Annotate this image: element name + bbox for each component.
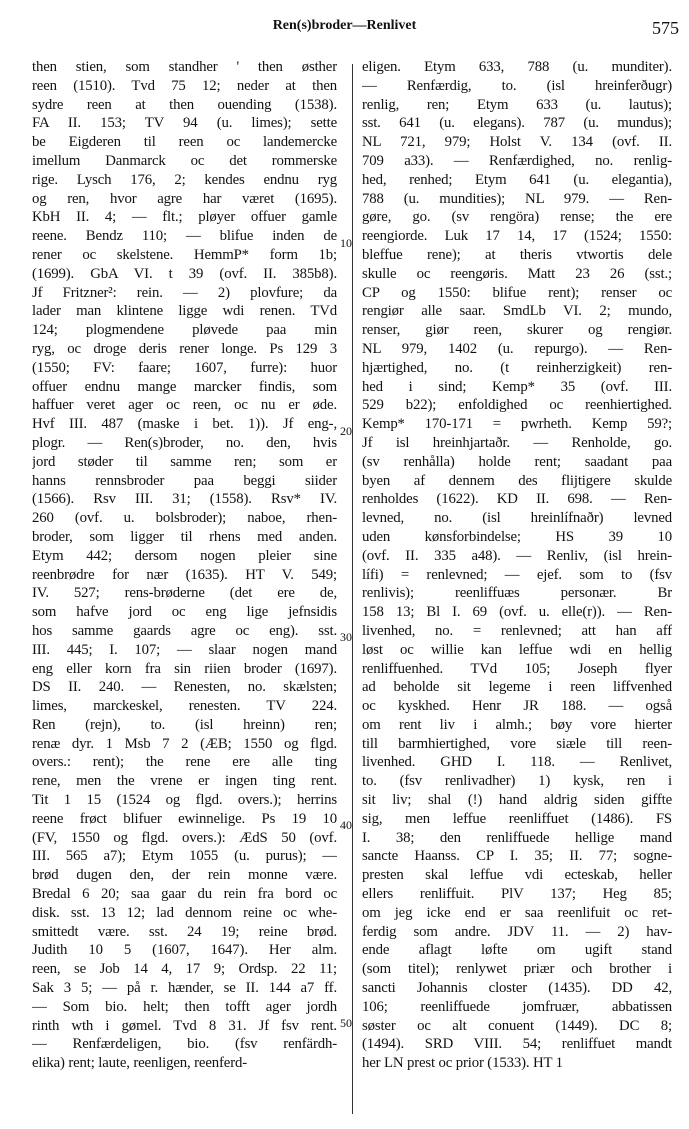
text-line: ryg, oc droge deris rener longe. Ps 129 3 bbox=[32, 340, 337, 357]
text-line: uden kønsforbindelse; HS 39 10 bbox=[362, 528, 672, 545]
text-line: (ovf. II. 335 a48). — Renliv, (isl hrein- bbox=[362, 547, 672, 564]
text-line: (1550; FV: faare; 1607, furre): huor bbox=[32, 359, 337, 376]
text-line: rige. Lysch 176, 2; kendes endnu ryg bbox=[32, 171, 337, 188]
text-line: lader man klintene ligge wdi renen. TVd bbox=[32, 303, 337, 320]
text-line: 124; plogmendene pløvede paa min bbox=[32, 322, 337, 339]
text-line: reene frøct blifuer ewinnelige. Ps 19 10 bbox=[32, 810, 337, 827]
text-line: Etym 442; dersom nogen pleier sine bbox=[32, 547, 337, 564]
text-line: renæ dyr. 1 Msb 7 2 (ÆB; 1550 og flgd. bbox=[32, 735, 337, 752]
text-line: I. 38; den renliffuede hellige mand bbox=[362, 829, 672, 846]
text-line: rengiør alle saar. SmdLb VI. 2; mundo, bbox=[362, 303, 672, 320]
text-line: gøre, go. (sv rengöra) rense; the ere bbox=[362, 209, 672, 226]
line-number: 20 bbox=[340, 424, 352, 438]
text-line: hed, renhed; Etym 641 (u. elegantia), bbox=[362, 171, 672, 188]
text-line: FA II. 153; TV 94 (u. limes); sette bbox=[32, 115, 337, 132]
text-line: sst. 641 (u. elegans). 787 (u. mundus); bbox=[362, 115, 672, 132]
text-line: ellers renliffuit. PlV 137; Heg 85; bbox=[362, 886, 672, 903]
text-line: 106; reenliffuede jomfruær, abbatissen bbox=[362, 998, 672, 1015]
text-line: ad beholde sit legeme i reen liffvenhed bbox=[362, 679, 672, 696]
page-header bbox=[0, 18, 689, 42]
column-divider bbox=[352, 64, 353, 1114]
text-line: plogr. — Ren(s)broder, no. den, hvis bbox=[32, 434, 337, 451]
text-line: NL 721, 979; Holst V. 134 (ovf. II. bbox=[362, 134, 672, 151]
text-line: søster oc alt conuent (1449). DC 8; bbox=[362, 1017, 672, 1034]
text-line: eng eller korn fra sin riien broder (1697). bbox=[32, 660, 337, 677]
text-line: reen (1510). Tvd 75 12; neder at then bbox=[32, 77, 337, 94]
text-line: skulle oc reengøris. Matt 23 26 (sst.; bbox=[362, 265, 672, 282]
text-line: renholdes (1622). KD II. 698. — Ren- bbox=[362, 491, 672, 508]
text-line: om jeg icke end er saa reenlifuit oc ret- bbox=[362, 904, 672, 921]
text-line: reengiorde. Luk 17 14, 17 (1524; 1550: bbox=[362, 228, 672, 245]
text-line: elika) rent; laute, reenligen, reenferd- bbox=[32, 1055, 248, 1072]
text-line: løst oc willie kan leffue wdi en hellig bbox=[362, 641, 672, 658]
text-line: — Renfærdig, to. (isl hreinferðugr) bbox=[362, 77, 672, 94]
text-line: 788 (u. mundities); NL 979. — Ren- bbox=[362, 190, 672, 207]
text-line: renlig, ren; Etym 633 (u. lautus); bbox=[362, 96, 672, 113]
text-line: brød dugen den, der rein monne være. bbox=[32, 867, 337, 884]
text-line: rener oc skelstene. HemmP* form 1b; bbox=[32, 246, 337, 263]
text-line: sancte Haanss. CP I. 35; II. 77; sogne- bbox=[362, 848, 672, 865]
text-line: eligen. Etym 633, 788 (u. munditer). bbox=[362, 59, 672, 75]
text-line: Sak 3 5; — på r. hænder, se II. 144 a7 ff. bbox=[32, 980, 337, 997]
text-line: renser, giør reen, skurer og rengiør. bbox=[362, 322, 672, 339]
text-line: KbH II. 4; — flt.; pløyer offuer gamle bbox=[32, 209, 337, 226]
text-line: IV. 527; rens-brøderne (det ere de, bbox=[32, 585, 337, 602]
text-line: jord støder til samme ren; som er bbox=[32, 453, 337, 470]
text-line: reen, se Job 14 4, 17 9; Ordsp. 22 11; bbox=[32, 961, 337, 978]
text-line: bleffue rene); at theris vtwortis dele bbox=[362, 246, 672, 263]
text-line: livenhed. GHD I. 118. — Renlivet, bbox=[362, 754, 672, 771]
text-line: renliffuenhed. TVd 105; Joseph flyer bbox=[362, 660, 672, 677]
text-line: rene, men the vrene er ingen ting rent. bbox=[32, 773, 337, 790]
text-line: overs.: rent); the rene ere alle ting bbox=[32, 754, 337, 771]
line-number: 50 bbox=[340, 1016, 352, 1030]
text-line: offuer endnu mange marcker findis, som bbox=[32, 378, 337, 395]
line-number: 30 bbox=[340, 630, 352, 644]
text-line: (FV, 1550 og flgd. overs.): ÆdS 50 (ovf. bbox=[32, 829, 337, 846]
text-line: sig, men leffue reenliffuet (1486). FS bbox=[362, 810, 672, 827]
text-line: CP og 1550: blifue rent); renser oc bbox=[362, 284, 672, 301]
text-line: Ren (rejn), to. (isl hreinn) ren; bbox=[32, 716, 337, 733]
text-line: imellum Danmarck oc det rommerske bbox=[32, 152, 337, 169]
text-line: hed i sind; Kemp* 35 (ovf. III. bbox=[362, 378, 672, 395]
text-line: lífi) = renlevned; — ejef. som to (fsv bbox=[362, 566, 672, 583]
text-line: sydre reen at then ouending (1538). bbox=[32, 96, 337, 113]
text-line: Jf Fritzner²: rein. — 2) plovfure; da bbox=[32, 284, 337, 301]
text-line: 529 b22); enfoldighed oc reenhiertighed. bbox=[362, 397, 672, 414]
text-line: 709 a33). — Renfærdighed, no. renlig- bbox=[362, 152, 672, 169]
text-line: 260 (ovf. u. bolsbroder); naboe, rhen- bbox=[32, 510, 337, 527]
text-line: sancti Johannis closter (1435). DD 42, bbox=[362, 980, 672, 997]
text-line: then stien, som standher ' then østher bbox=[32, 59, 337, 75]
text-line: ferdig som andre. JDV 11. — 2) hav- bbox=[362, 923, 672, 940]
line-number: 10 bbox=[340, 236, 352, 250]
text-line: byen af dennem des flijtigere skulde bbox=[362, 472, 672, 489]
text-line: presten skal leffue vdi ecteskab, heller bbox=[362, 867, 672, 884]
text-line: ende aflagt løfte om ugift stand bbox=[362, 942, 672, 959]
text-line: her LN prest oc prior (1533). HT 1 bbox=[362, 1055, 563, 1072]
text-line: disk. sst. 13 12; lad dennom reine oc whe- bbox=[32, 904, 337, 921]
text-line: smittedt være. sst. 24 19; reine brød. bbox=[32, 923, 337, 940]
text-line: (1566). Rsv III. 31; (1558). Rsv* IV. bbox=[32, 491, 337, 508]
text-line: om rent liv i almh.; bøy vore hierter bbox=[362, 716, 672, 733]
text-line: broder, som ligger til rhens med anden. bbox=[32, 528, 337, 545]
text-line: 158 13; Bl I. 69 (ovf. u. elle(r)). — Ren- bbox=[362, 604, 672, 621]
text-line: Jf isl hreinhjartaðr. — Renholde, go. bbox=[362, 434, 672, 451]
text-line: Kemp* 170-171 = pwrheth. Kemp 59?; bbox=[362, 416, 672, 433]
text-line: Tit 1 15 (1524 og flgd. overs.); herrins bbox=[32, 792, 337, 809]
text-line: — Renfærdeligen, bio. (fsv renfärdh- bbox=[32, 1036, 337, 1053]
text-line: NL 979, 1402 (u. repurgo). — Ren- bbox=[362, 340, 672, 357]
text-line: livenhed, no. = renlevned; att han aff bbox=[362, 622, 672, 639]
right-column bbox=[362, 58, 672, 1073]
text-line: be Eigderen til reen oc landemercke bbox=[32, 134, 337, 151]
text-line: till barmhiertighed, vore siæle till reen- bbox=[362, 735, 672, 752]
text-line: (sv renhålla) holde rent; saadant paa bbox=[362, 453, 672, 470]
line-number: 40 bbox=[340, 818, 352, 832]
text-line: to. (fsv renlivadher) 1) kysk, ren i bbox=[362, 773, 672, 790]
text-line: rinth wth i gømel. Tvd 8 31. Jf fsv rent. bbox=[32, 1017, 337, 1034]
text-line: hos samme gaards agre oc eng). sst. bbox=[32, 622, 337, 639]
text-line: hanns rennsbroder paa beggi siider bbox=[32, 472, 337, 489]
text-line: levned, no. (isl hreinlífnaðr) levned bbox=[362, 510, 672, 527]
text-line: (som titel); renlywet priær och brother i bbox=[362, 961, 672, 978]
text-line: III. 445; I. 107; — slaar nogen mand bbox=[32, 641, 337, 658]
text-line: reenbrødre for nær (1635). HT V. 549; bbox=[32, 566, 337, 583]
page-number: 575 bbox=[652, 18, 679, 38]
running-title: Ren(s)broder—Renlivet bbox=[272, 18, 417, 33]
text-line: (1494). SRD VIII. 54; renliffuet mandt bbox=[362, 1036, 672, 1053]
text-line: haffuer veret ager oc reen, oc nu er øde. bbox=[32, 397, 337, 414]
text-line: Hvf III. 487 (maske i bet. 1)). Jf eng-, bbox=[32, 416, 337, 433]
text-line: DS II. 240. — Renesten, no. skælsten; bbox=[32, 679, 337, 696]
text-line: limes, marckeskel, renesten. TV 224. bbox=[32, 698, 337, 715]
text-line: reene. Bendz 110; — blifue inden de bbox=[32, 228, 337, 245]
text-line: renlivis); reenliffuæs personær. Br bbox=[362, 585, 672, 602]
text-line: Bredal 6 20; saa gaar du rein fra bord oc bbox=[32, 886, 337, 903]
text-line: hjærtighed, no. (t reinherzigkeit) ren- bbox=[362, 359, 672, 376]
text-line: oc kyskhed. Henr JR 188. — også bbox=[362, 698, 672, 715]
text-line: (1699). GbA VI. t 39 (ovf. II. 385b8). bbox=[32, 265, 337, 282]
text-line: som hafve jord oc eng lige jefnsidis bbox=[32, 604, 337, 621]
text-line: III. 565 a7); Etym 1055 (u. purus); — bbox=[32, 848, 337, 865]
text-line: Judith 10 5 (1607, 1647). Her alm. bbox=[32, 942, 337, 959]
text-line: og ren, hvor agre har været (1695). bbox=[32, 190, 337, 207]
text-line: sit liv; shal (!) hand aldrig siden giffte bbox=[362, 792, 672, 809]
text-line: — Som bio. helt; then tofft ager jordh bbox=[32, 998, 337, 1015]
left-column bbox=[32, 58, 337, 1073]
